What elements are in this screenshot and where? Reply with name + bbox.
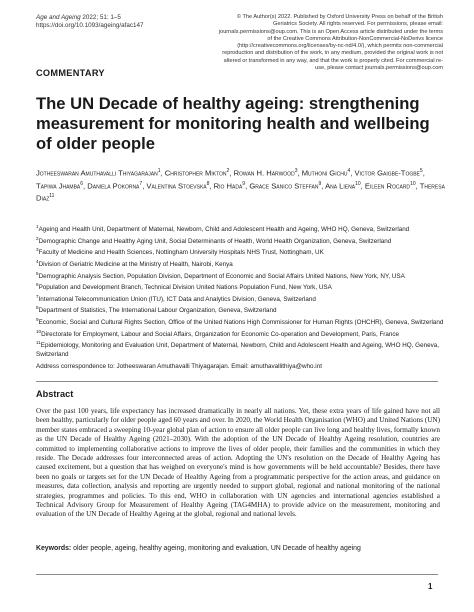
author-name: Victor Gaigbe-Togbe xyxy=(354,168,420,178)
author-affiliation-marker: 10 xyxy=(410,180,416,187)
article-section-label: COMMENTARY xyxy=(36,68,105,78)
author-affiliation-marker: 3 xyxy=(294,168,298,174)
author-name: Grace Sanico Steffan xyxy=(249,181,319,191)
affiliation-item xyxy=(36,235,448,247)
divider-top xyxy=(36,381,438,382)
keywords-text: older people, ageing, healthy ageing, monitoring and evaluation, UN Decade of healthy ageing xyxy=(71,545,361,552)
affiliation-item xyxy=(36,258,448,270)
author-separator: , xyxy=(142,181,147,191)
affiliation-text: Ageing and Health Unit, Department of Maternal, Newborn, Child and Adolescent Health and Ageing, WHO HQ, Geneva, Switzerland xyxy=(38,226,410,234)
affiliation-list xyxy=(36,223,448,360)
affiliation-item xyxy=(36,316,448,328)
author-name: Daniela Pokorna xyxy=(87,181,140,191)
author-name: Tapiwa Jhamba xyxy=(36,181,81,191)
affiliation-item xyxy=(36,246,448,258)
author-list xyxy=(36,166,446,204)
affiliation-item xyxy=(36,223,448,235)
affiliation-item xyxy=(36,328,448,340)
article-title: The UN Decade of healthy ageing: strengthening measurement for monitoring health and wellbeing of older people xyxy=(36,94,430,153)
author-name: Rio Hada xyxy=(213,181,243,191)
affiliation-item xyxy=(36,270,448,282)
page-number: 1 xyxy=(428,582,433,591)
divider-bottom xyxy=(36,574,438,575)
keywords-line xyxy=(36,544,440,553)
author-separator: , xyxy=(229,168,234,178)
affiliation-number: 3 xyxy=(36,247,39,253)
author-name: Jotheeswaran Amuthavalli Thiyagarajan xyxy=(36,168,158,178)
affiliation-text: Department of Statistics, The International Labour Organization, Geneva, Switzerland xyxy=(38,307,277,315)
affiliation-text: Economic, Social and Cultural Rights Section, Office of the United Nations High Commissioner for Human Rights (OHCHR), Geneva, Switzerland xyxy=(38,319,444,327)
doi-link[interactable]: https://doi.org/10.1093/ageing/afac147 xyxy=(36,22,144,29)
author-name: Rowan H. Harwood xyxy=(233,168,295,178)
author-name: Eileen Rocard xyxy=(364,181,411,191)
author-affiliation-marker: 8 xyxy=(206,180,210,187)
author-affiliation-marker: 5 xyxy=(419,168,423,174)
author-affiliation-marker: 2 xyxy=(226,168,230,174)
author-separator: , xyxy=(321,181,326,191)
author-affiliation-marker: 11 xyxy=(49,193,55,200)
author-name: Christopher Mikton xyxy=(164,168,227,178)
affiliation-item xyxy=(36,304,448,316)
affiliation-text: Directorate for Employment, Labour and Social Affairs, Organization for Economic Co-operation and Development, Paris, France xyxy=(41,330,400,338)
author-separator: , xyxy=(209,181,214,191)
affiliation-text: Demographic Change and Healthy Aging Unit, Social Determinants of Health, World Health Organization, Geneva, Switzerland xyxy=(38,237,392,245)
author-separator: , xyxy=(160,168,165,178)
affiliation-number: 8 xyxy=(36,305,39,311)
author-affiliation-marker: 9 xyxy=(242,180,246,187)
copyright-notice: © The Author(s) 2022. Published by Oxford University Press on behalf of the British Geriatrics Society. All rights reserved. For permissions, please email: journals.permissions@oup.com. This is an Open Access article distributed under the terms of the Creative Commons Attribution-NonCommercial-NoDerivs licence (http://creativecommons.org/licenses/by-nc-nd/4.0/), which permits non-commercial reproduction and distribution of the work, in any medium, provided the original work is not altered or transformed in any way, and that the work is properly cited. For commercial re-use, please contact journals.permissions@oup.com xyxy=(218,14,443,72)
citation-volume-pages: 2022; 51: 1–5 xyxy=(80,14,121,21)
keywords-label: Keywords: xyxy=(36,545,72,552)
affiliation-text: Demographic Analysis Section, Population Division, Department of Economic and Social Affairs United Nations, New York, NY, USA xyxy=(38,272,405,280)
affiliation-number: 2 xyxy=(36,235,39,241)
affiliation-text: Population and Development Branch, Technical Division United Nations Population Fund, New York, USA xyxy=(38,284,332,292)
author-separator: , xyxy=(415,181,420,191)
author-separator: , xyxy=(83,181,88,191)
author-separator: , xyxy=(245,181,250,191)
author-affiliation-marker: 9 xyxy=(318,180,322,187)
affiliation-item xyxy=(36,293,448,305)
author-affiliation-marker: 6 xyxy=(80,180,84,187)
author-separator: , xyxy=(350,168,355,178)
author-affiliation-marker: 4 xyxy=(347,168,351,174)
correspondence-address: Address correspondence to: Jotheeswaran Amuthavalli Thiyagarajan. Email: amuthavallithiya@who.int xyxy=(36,363,322,370)
affiliation-number: 10 xyxy=(36,328,42,334)
author-separator: , xyxy=(360,181,365,191)
author-separator: , xyxy=(297,168,302,178)
affiliation-text: Faculty of Medicine and Health Sciences, Nottingham University Hospitals NHS Trust, Nottingham, UK xyxy=(38,249,324,257)
author-name: Theresa Diaz xyxy=(36,181,445,203)
author-affiliation-marker: 1 xyxy=(157,168,161,174)
affiliation-item xyxy=(36,339,448,359)
journal-citation xyxy=(36,14,196,30)
author-separator: , xyxy=(422,168,425,178)
affiliation-number: 6 xyxy=(36,282,39,288)
journal-name: Age and Ageing xyxy=(36,14,81,21)
affiliation-text: Division of Geriatric Medicine at the Ministry of Health, Nairobi, Kenya xyxy=(38,261,233,269)
affiliation-number: 7 xyxy=(36,293,39,299)
affiliation-item xyxy=(36,281,448,293)
author-name: Valentina Stoevska xyxy=(146,181,207,191)
affiliation-number: 4 xyxy=(36,258,39,264)
author-name: Ana Liena xyxy=(325,181,356,191)
author-affiliation-marker: 7 xyxy=(139,180,143,187)
abstract-heading: Abstract xyxy=(36,389,74,399)
author-affiliation-marker: 10 xyxy=(355,180,361,187)
affiliation-text: Epidemiology, Monitoring and Evaluation Unit, Department of Maternal, Newborn, Child and Adolescent Health and Ageing, WHO HQ, Geneva, Switzerland xyxy=(36,342,439,359)
author-name: Muthoni Gichu xyxy=(301,168,348,178)
affiliation-number: 1 xyxy=(36,224,39,229)
affiliation-number: 9 xyxy=(36,317,39,323)
affiliation-number: 11 xyxy=(36,340,41,346)
affiliation-text: International Telecommunication Union (ITU), ICT Data and Analytics Division, Geneva, Switzerland xyxy=(38,295,316,303)
abstract-body: Over the past 100 years, life expectancy has increased dramatically in nearly all nations. Yet, these extra years of life gained have not all been healthy, particularly for older people aged 60 years and over. In 2020, the World Health Organisation (WHO) and United Nations (UN) member states embraced a sweeping 10-year global plan of action to ensure all older people can live long and healthy lives, formally known as the UN Decade of Healthy Ageing (2021–2030). With the adoption of the UN Decade of Healthy Ageing resolution, countries are committed to implementing collaborative actions to improve the lives of older people, their families and the communities in which they reside. The Decade addresses four interconnected areas of action. Adopting the UN's resolution on the Decade of Healthy Ageing has caused excitement, but a question that has weighed on everyone's mind is how governments will be held accountable? Besides, there have been no goals or targets set for the UN Decade of Healthy Ageing from a programmatic perspective for the action areas, and guidance on measures, data collection, analysis and reporting are urgently needed to support global, regional and national monitoring of the national strategies, programmes and policies. To this end, WHO in collaboration with UN agencies and international agencies established a Technical Advisory Group for Measurement of Healthy Ageing (TAG4MHA) to provide advice on the measurement, monitoring and evaluation of the UN Decade of Healthy Ageing at the global, regional and national levels. xyxy=(36,407,440,519)
affiliation-number: 5 xyxy=(36,270,39,276)
